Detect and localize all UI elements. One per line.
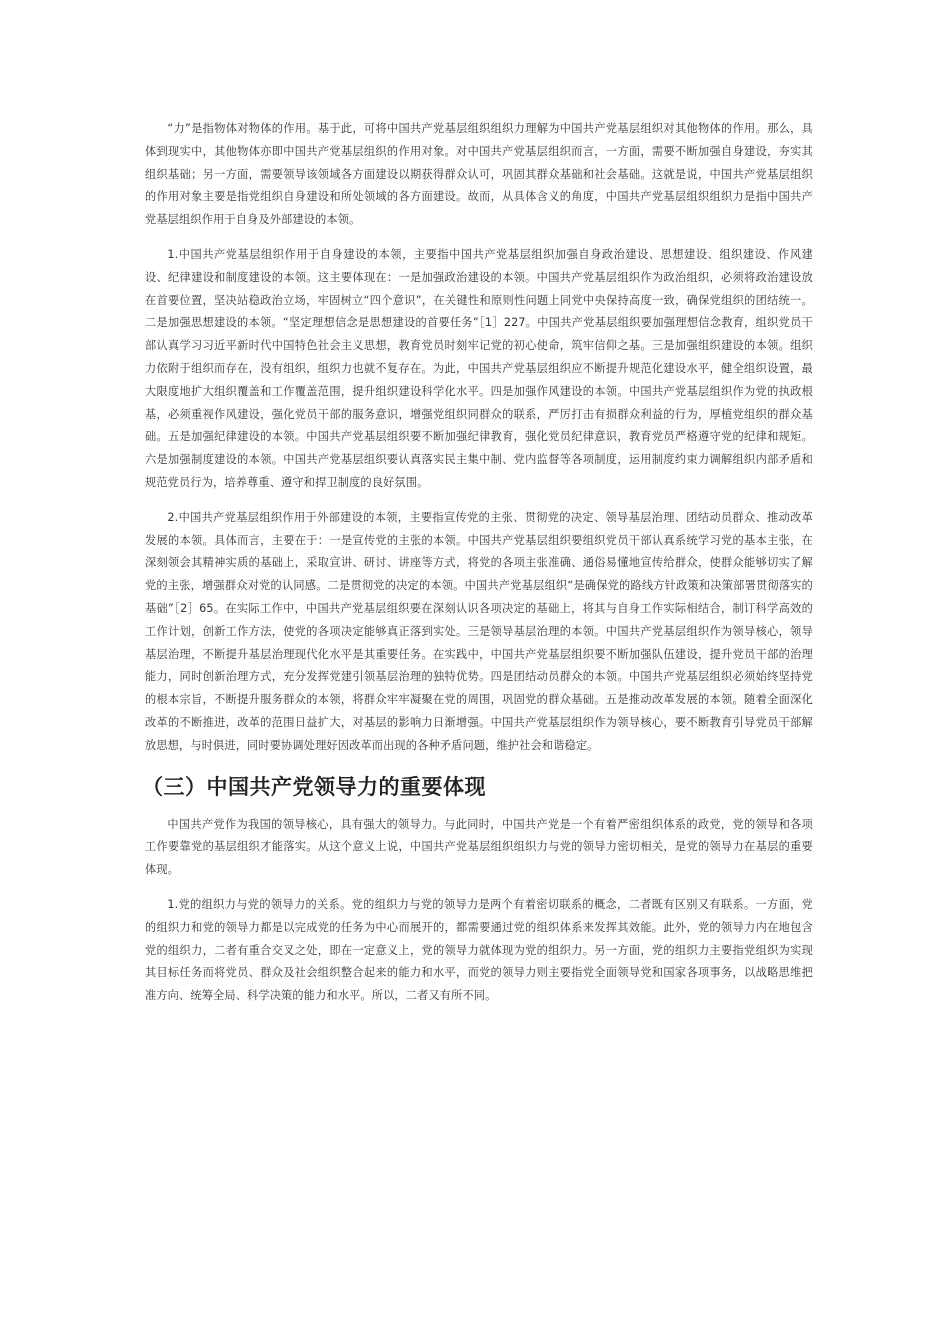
body-paragraph-self-building: 1.中国共产党基层组织作用于自身建设的本领，主要指中国共产党基层组织加强自身政治建设、思想建设、组织建设、作风建设、纪律建设和制度建设的本领。这主要体现在：一是加强政治建设的本领。中国共产党基层组织作为政治组织，必须将政治建设放在首要位置，坚决站稳政治立场，牢固树立“四个意识”，在关键性和原则性问题上同党中央保持高度一致，确保党组织的团结统一。二是加强思想建设的本领。“坚定理想信念是思想建设的首要任务”［1］227。中国共产党基层组织要加强理想信念教育，组织党员干部认真学习习近平新时代中国特色社会主义思想，教育党员时刻牢记党的初心使命，筑牢信仰之基。三是加强组织建设的本领。组织力依附于组织而存在，没有组织，组织力也就不复存在。为此，中国共产党基层组织应不断提升规范化建设水平，健全组织设置，最大限度地扩大组织覆盖和工作覆盖范围，提升组织建设科学化水平。四是加强作风建设的本领。中国共产党基层组织作为党的执政根基，必须重视作风建设，强化党员干部的服务意识，增强党组织同群众的联系，严厉打击有损群众利益的行为，厚植党组织的群众基础。五是加强纪律建设的本领。中国共产党基层组织要不断加强纪律教育，强化党员纪律意识，教育党员严格遵守党的纪律和规矩。六是加强制度建设的本领。中国共产党基层组织要认真落实民主集中制、党内监督等各项制度，运用制度约束力调解组织内部矛盾和规范党员行为，培养尊重、遵守和捍卫制度的良好氛围。 [145,247,813,489]
document-page [142,118,813,1008]
body-paragraph-leadership-intro: 中国共产党作为我国的领导核心，具有强大的领导力。与此同时，中国共产党是一个有着严密组织体系的政党，党的领导和各项工作要靠党的基层组织才能落实。从这个意义上说，中国共产党基层组织组织力与党的领导力密切相关，是党的领导力在基层的重要体现。 [145,817,813,877]
section-heading: （三）中国共产党领导力的重要体现 [142,774,486,799]
body-paragraph-definition: “力”是指物体对物体的作用。基于此，可将中国共产党基层组织组织力理解为中国共产党基层组织对其他物体的作用。那么，具体到现实中，其他物体亦即中国共产党基层组织的作用对象。对中国共产党基层组织而言，一方面，需要不断加强自身建设，夯实其组织基础；另一方面，需要领导该领域各方面建设以期获得群众认可，巩固其群众基础和社会基础。这就是说，中国共产党基层组织的作用对象主要是指党组织自身建设和所处领域的各方面建设。故而，从具体含义的角度，中国共产党基层组织组织力是指中国共产党基层组织作用于自身及外部建设的本领。 [145,122,813,227]
paragraph-gap [145,882,813,894]
paragraph-gap [145,232,813,244]
paragraph-gap [145,495,813,507]
body-paragraph-external-building: 2.中国共产党基层组织作用于外部建设的本领，主要指宣传党的主张、贯彻党的决定、领导基层治理、团结动员群众、推动改革发展的本领。具体而言，主要在于：一是宣传党的主张的本领。中国共产党基层组织要组织党员干部认真系统学习党的基本主张，在深刻领会其精神实质的基础上，采取宣讲、研讨、讲座等方式，将党的各项主张准确、通俗易懂地宣传给群众，使群众能够切实了解党的主张，增强群众对党的认同感。二是贯彻党的决定的本领。中国共产党基层组织“是确保党的路线方针政策和决策部署贯彻落实的基础”［2］65。在实际工作中，中国共产党基层组织要在深刻认识各项决定的基础上，将其与自身工作实际相结合，制订科学高效的工作计划，创新工作方法，使党的各项决定能够真正落到实处。三是领导基层治理的本领。中国共产党基层组织作为领导核心，领导基层治理，不断提升基层治理现代化水平是其重要任务。在实践中，中国共产党基层组织要不断加强队伍建设，提升党员干部的治理能力，同时创新治理方式，充分发挥党建引领基层治理的独特优势。四是团结动员群众的本领。中国共产党基层组织必须始终坚持党的根本宗旨，不断提升服务群众的本领，将群众牢牢凝聚在党的周围，巩固党的群众基础。五是推动改革发展的本领。随着全面深化改革的不断推进，改革的范围日益扩大，对基层的影响力日渐增强。中国共产党基层组织作为领导核心，要不断教育引导党员干部解放思想，与时俱进，同时要协调处理好因改革而出现的各种矛盾问题，维护社会和谐稳定。 [145,510,813,752]
body-paragraph-relationship: 1.党的组织力与党的领导力的关系。党的组织力与党的领导力是两个有着密切联系的概念，二者既有区别又有联系。一方面，党的组织力和党的领导力都是以完成党的任务为中心而展开的，都需要通过党的组织体系来发挥其效能。此外，党的领导力内在地包含党的组织力，二者有重合交叉之处，即在一定意义上，党的领导力就体现为党的组织力。另一方面，党的组织力主要指党组织为实现其目标任务而将党员、群众及社会组织整合起来的能力和水平，而党的领导力则主要指党全面领导党和国家各项事务，以战略思维把准方向、统筹全局、科学决策的能力和水平。所以，二者又有所不同。 [145,897,813,1003]
